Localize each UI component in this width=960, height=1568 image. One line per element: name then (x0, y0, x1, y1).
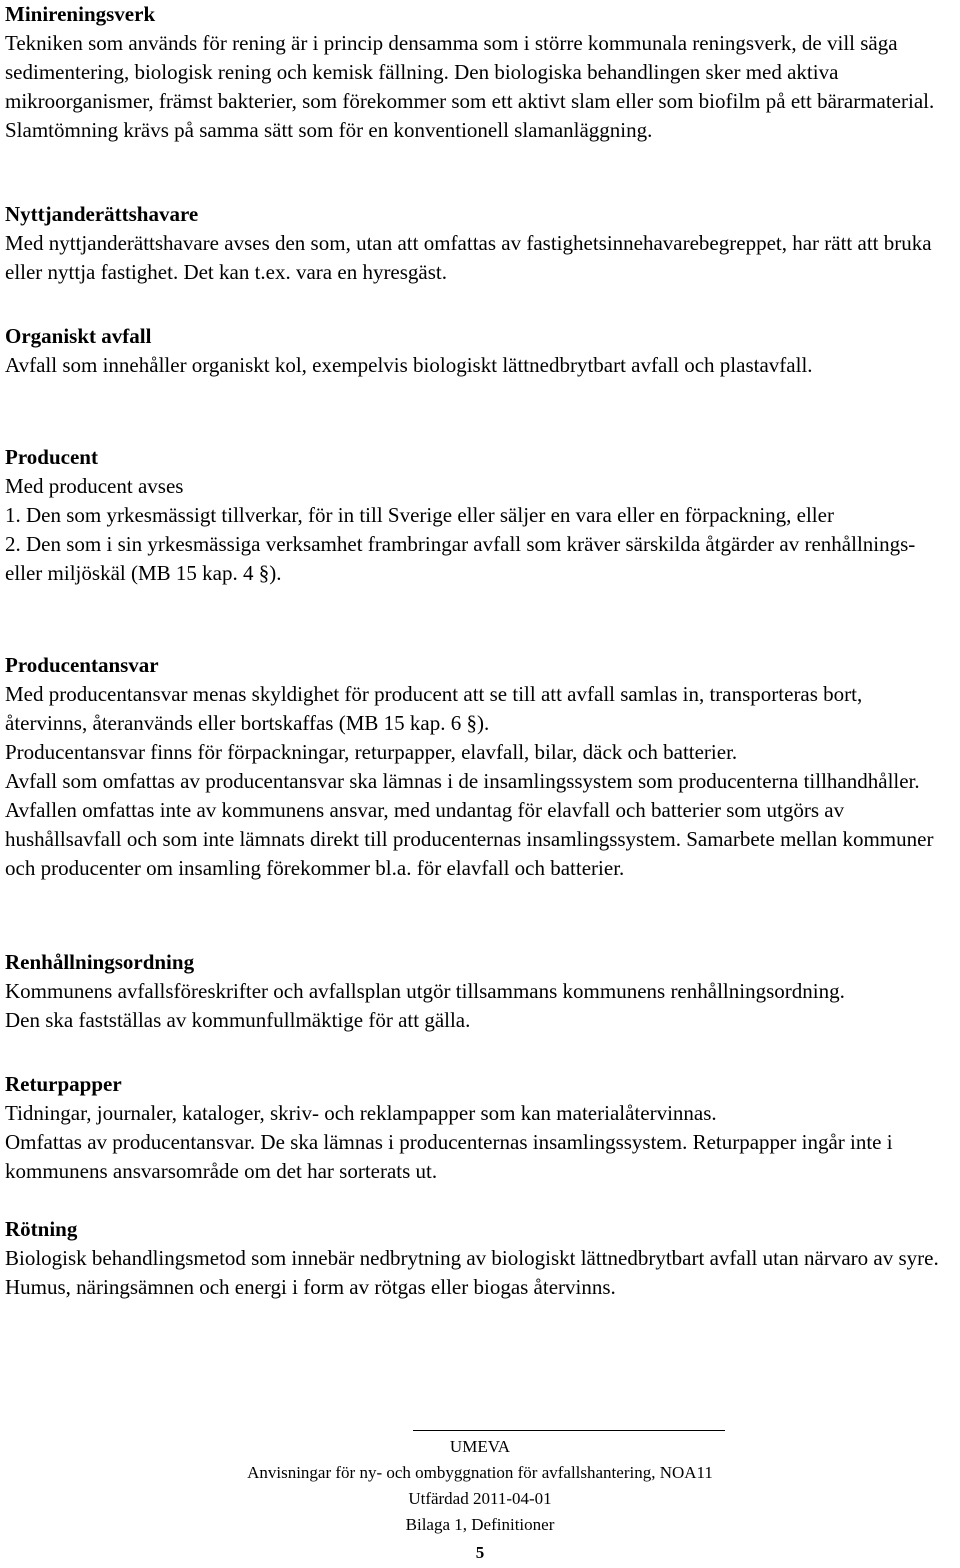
section-heading: Minireningsverk (5, 2, 156, 26)
list-item: 1. Den som yrkesmässigt tillverkar, för in till Sverige eller säljer en vara eller en förpackning, eller (5, 503, 834, 527)
section-nyttjanderattshavare (5, 200, 957, 287)
section-minireningsverk (5, 0, 953, 145)
section-returpapper (5, 1070, 957, 1186)
section-organiskt-avfall (5, 322, 905, 380)
footer-issued-date: Utfärdad 2011-04-01 (408, 1489, 552, 1508)
section-heading: Rötning (5, 1217, 78, 1241)
section-heading: Organiskt avfall (5, 324, 152, 348)
section-heading: Renhållningsordning (5, 950, 195, 974)
section-heading: Producentansvar (5, 653, 159, 677)
footer-divider (413, 1430, 725, 1431)
footer-org: UMEVA (449, 1437, 511, 1456)
section-text: Tekniken som används för rening är i princip densamma som i större kommunala reningsverk, de vill säga sedimentering, biologisk rening och kemisk fällning. Den biologiska behandlingen sker med aktiva mikroorganismer, främst bakterier, som förekommer som ett aktivt slam eller som biofilm på ett bärarmaterial. Slamtömning krävs på samma sätt som för en konventionell slamanläggning. (5, 31, 935, 142)
section-text: Tidningar, journaler, kataloger, skriv- och reklampapper som kan materialåtervinnas. (5, 1101, 717, 1125)
section-text: Med nyttjanderättshavare avses den som, utan att omfattas av fastighetsinnehavarebegreppet, har rätt att bruka eller nyttja fastighet. Det kan t.ex. vara en hyresgäst. (5, 231, 932, 284)
footer-appendix: Bilaga 1, Definitioner (405, 1515, 555, 1534)
section-text: Omfattas av producentansvar. De ska lämnas i producenternas insamlingssystem. Returpapper ingår inte i kommunens ansvarsområde om det har sorterats ut. (5, 1130, 893, 1183)
section-rotning (5, 1215, 957, 1302)
page-number: 5 (475, 1543, 485, 1562)
section-producent (5, 443, 957, 588)
section-text: Med producentansvar menas skyldighet för producent att se till att avfall samlas in, transporteras bort, återvinns, återanvänds eller bortskaffas (MB 15 kap. 6 §). (5, 682, 863, 735)
section-heading: Returpapper (5, 1072, 122, 1096)
section-text: Med producent avses (5, 474, 184, 498)
section-renhallningsordning (5, 948, 855, 1035)
section-text: Avfall som innehåller organiskt kol, exempelvis biologiskt lättnedbrytbart avfall och plastavfall. (5, 353, 813, 377)
section-text: Avfall som omfattas av producentansvar ska lämnas i de insamlingssystem som producenterna tillhandhåller. Avfallen omfattas inte av kommunens ansvar, med undantag för elavfall och batterier som utgörs av hushållsavfall och som inte lämnats direkt till producenternas insamlingssystem. Samarbete mellan kommuner och producenter om insamling förekommer bl.a. för elavfall och batterier. (5, 769, 934, 880)
section-text: Kommunens avfallsföreskrifter och avfallsplan utgör tillsammans kommunens renhållningsordning. Den ska fastställas av kommunfullmäktige för att gälla. (5, 979, 845, 1032)
page-footer (0, 1434, 960, 1568)
footer-document-title: Anvisningar för ny- och ombyggnation för avfallshantering, NOA11 (247, 1463, 713, 1482)
section-text: Biologisk behandlingsmetod som innebär nedbrytning av biologiskt lättnedbrytbart avfall utan närvaro av syre. Humus, näringsämnen och energi i form av rötgas eller biogas återvinns. (5, 1246, 939, 1299)
section-text: Producentansvar finns för förpackningar, returpapper, elavfall, bilar, däck och batterier. (5, 740, 738, 764)
section-producentansvar (5, 651, 957, 883)
section-heading: Nyttjanderättshavare (5, 202, 199, 226)
section-heading: Producent (5, 445, 98, 469)
list-item: 2. Den som i sin yrkesmässiga verksamhet frambringar avfall som kräver särskilda åtgärder av renhållnings- eller miljöskäl (MB 15 kap. 4 §). (5, 532, 916, 585)
